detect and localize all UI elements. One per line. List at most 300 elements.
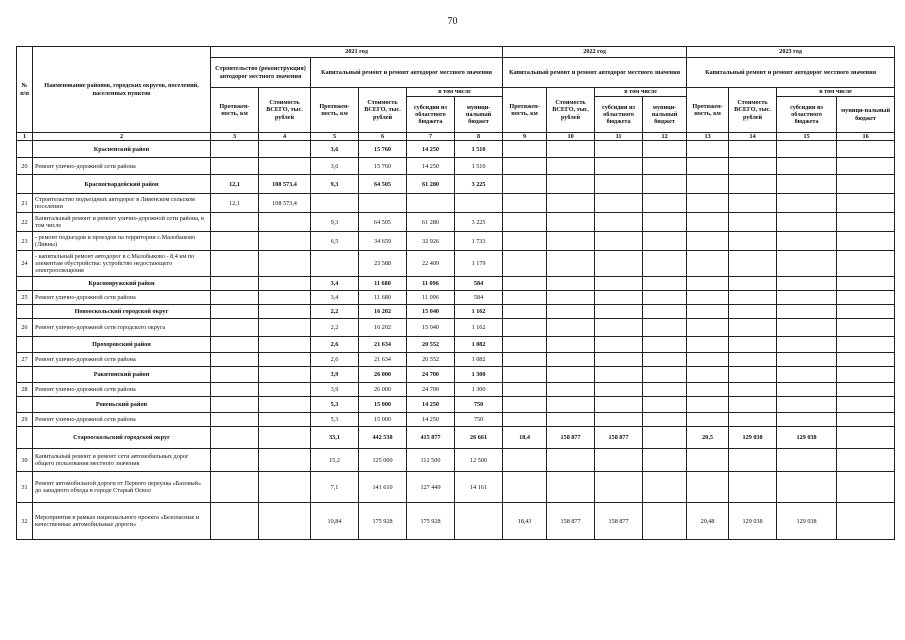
col-number: 16 [837,133,895,141]
item-name: Ремонт улично-дорожной сети городского округа [33,319,211,337]
row-number: 26 [17,319,33,337]
value-cell [547,367,595,383]
col-number: 12 [643,133,687,141]
value-cell [595,367,643,383]
value-cell [547,319,595,337]
value-cell [595,213,643,232]
value-cell: 11 680 [359,291,407,305]
value-cell: 64 505 [359,175,407,194]
value-cell [211,291,259,305]
row-number: 32 [17,503,33,540]
value-cell: 158 877 [547,427,595,449]
value-cell [595,353,643,367]
value-cell: 21 634 [359,337,407,353]
value-cell: 26 661 [455,427,503,449]
value-cell [837,194,895,213]
value-cell: 127 449 [407,472,455,503]
header-subsidy: субсидии из областного бюджета [407,97,455,133]
value-cell: 129 038 [729,503,777,540]
value-cell: 415 877 [407,427,455,449]
value-cell [211,277,259,291]
value-cell [211,427,259,449]
district-row [17,427,895,449]
value-cell [777,367,837,383]
value-cell [595,141,643,158]
item-name: - ремонт подъездов и проездов на территории с.Малобыково (Ливны) [33,232,211,251]
value-cell [729,319,777,337]
value-cell: 20 552 [407,337,455,353]
value-cell: 22 409 [407,251,455,277]
value-cell [837,353,895,367]
item-name: Капитальный ремонт и ремонт улично-дорожной сети района, в том числе [33,213,211,232]
value-cell [777,251,837,277]
col-number: 9 [503,133,547,141]
row-number [17,397,33,413]
value-cell [729,305,777,319]
value-cell [547,472,595,503]
col-number: 2 [33,133,211,141]
value-cell [259,251,311,277]
value-cell [643,449,687,472]
value-cell [259,277,311,291]
table-row [17,213,895,232]
value-cell: 1 082 [455,337,503,353]
row-number: 28 [17,383,33,397]
value-cell [595,277,643,291]
value-cell [503,175,547,194]
table-row [17,251,895,277]
value-cell [211,141,259,158]
value-cell [777,277,837,291]
table-row [17,503,895,540]
value-cell: 24 700 [407,367,455,383]
value-cell: 1 162 [455,305,503,319]
row-number [17,141,33,158]
value-cell [211,503,259,540]
value-cell [259,503,311,540]
value-cell [311,194,359,213]
header-capital-repair-2021: Капитальный ремонт и ремонт автодорог местного значения [311,58,503,88]
value-cell [687,305,729,319]
value-cell [777,194,837,213]
value-cell: 750 [455,413,503,427]
row-number: 24 [17,251,33,277]
value-cell: 175 928 [359,503,407,540]
value-cell [503,277,547,291]
value-cell: 12 500 [455,449,503,472]
col-number: 7 [407,133,455,141]
value-cell [777,353,837,367]
value-cell [211,472,259,503]
value-cell [547,413,595,427]
value-cell [595,232,643,251]
col-number: 4 [259,133,311,141]
value-cell [503,232,547,251]
value-cell [259,141,311,158]
row-number [17,305,33,319]
value-cell [687,213,729,232]
value-cell: 3,9 [311,367,359,383]
value-cell [687,337,729,353]
value-cell [687,141,729,158]
value-cell [729,367,777,383]
value-cell [503,337,547,353]
value-cell [687,397,729,413]
value-cell: 1 082 [455,353,503,367]
value-cell [503,367,547,383]
col-number: 15 [777,133,837,141]
value-cell [503,383,547,397]
value-cell: 18,4 [503,427,547,449]
district-row [17,175,895,194]
page-number: 70 [447,16,458,27]
value-cell: 14 250 [407,141,455,158]
item-name: Ремонт улично-дорожной сети района [33,158,211,175]
col-number: 13 [687,133,729,141]
value-cell [837,397,895,413]
header-name: Наименование районов, городских округов, поселений, населенных пунктов [33,47,211,133]
district-name: Старооскольский городской округ [33,427,211,449]
row-number [17,277,33,291]
item-name: - капитальный ремонт автодорог в с.Малобыково - 8,4 км по элементам обустройства: устройство недостающего электроосвещения [33,251,211,277]
value-cell [837,383,895,397]
value-cell [777,397,837,413]
value-cell: 10,84 [311,503,359,540]
value-cell [777,413,837,427]
value-cell: 16 202 [359,305,407,319]
value-cell [211,353,259,367]
value-cell [643,383,687,397]
value-cell: 26 000 [359,367,407,383]
value-cell [687,353,729,367]
value-cell [837,158,895,175]
value-cell [777,291,837,305]
value-cell: 1 510 [455,141,503,158]
item-name: Капитальный ремонт и ремонт сети автомобильных дорог общего пользования местного значения [33,449,211,472]
value-cell [837,319,895,337]
value-cell [547,337,595,353]
value-cell [259,319,311,337]
value-cell [729,175,777,194]
value-cell [595,397,643,413]
value-cell: 26 000 [359,383,407,397]
value-cell [777,383,837,397]
value-cell [547,251,595,277]
value-cell [211,251,259,277]
value-cell: 15 040 [407,305,455,319]
value-cell [595,194,643,213]
value-cell [503,413,547,427]
col-number: 10 [547,133,595,141]
value-cell: 33,1 [311,427,359,449]
value-cell: 2,2 [311,305,359,319]
value-cell [643,353,687,367]
row-number: 23 [17,232,33,251]
value-cell [729,449,777,472]
value-cell [687,158,729,175]
value-cell [837,367,895,383]
value-cell: 12,1 [211,175,259,194]
value-cell [729,383,777,397]
value-cell [595,251,643,277]
value-cell [643,232,687,251]
value-cell: 2,6 [311,353,359,367]
value-cell: 1 179 [455,251,503,277]
value-cell [777,141,837,158]
value-cell: 129 038 [777,503,837,540]
table-row [17,353,895,367]
value-cell [547,305,595,319]
value-cell [455,503,503,540]
item-name: Ремонт автомобильной дороги от Первого переулка «Базовый» до западного обхода в городе Старый Оскол [33,472,211,503]
value-cell [729,337,777,353]
table-row [17,449,895,472]
value-cell: 34 659 [359,232,407,251]
header-length: Протяжен-ность, км [311,88,359,133]
value-cell [211,305,259,319]
value-cell: 584 [455,291,503,305]
value-cell [503,319,547,337]
value-cell [837,503,895,540]
value-cell [359,194,407,213]
value-cell [259,472,311,503]
value-cell [211,449,259,472]
value-cell [777,449,837,472]
value-cell [687,251,729,277]
table-row [17,158,895,175]
col-number: 3 [211,133,259,141]
value-cell [729,353,777,367]
value-cell [837,449,895,472]
value-cell [547,397,595,413]
value-cell [643,277,687,291]
value-cell: 3,9 [311,383,359,397]
value-cell [777,472,837,503]
value-cell: 15 760 [359,141,407,158]
row-number: 31 [17,472,33,503]
value-cell [455,194,503,213]
value-cell [211,319,259,337]
value-cell [595,291,643,305]
value-cell [729,291,777,305]
value-cell: 15 040 [407,319,455,337]
row-number: 25 [17,291,33,305]
value-cell: 3,4 [311,277,359,291]
header-municipal: муници-пальный бюджет [837,97,895,133]
header-length: Протяжен-ность, км [687,88,729,133]
row-number [17,337,33,353]
value-cell: 5,3 [311,397,359,413]
value-cell: 1 733 [455,232,503,251]
row-number: 22 [17,213,33,232]
col-number: 6 [359,133,407,141]
value-cell: 15,2 [311,449,359,472]
value-cell [837,213,895,232]
district-row [17,141,895,158]
value-cell [503,397,547,413]
value-cell: 1 300 [455,367,503,383]
value-cell [503,251,547,277]
table-row [17,383,895,397]
col-number: 1 [17,133,33,141]
value-cell [777,213,837,232]
value-cell [729,413,777,427]
value-cell [729,213,777,232]
header-year-2022: 2022 год [503,47,687,58]
value-cell [595,449,643,472]
value-cell [547,232,595,251]
value-cell [595,175,643,194]
col-number: 14 [729,133,777,141]
value-cell: 12,1 [211,194,259,213]
value-cell [547,353,595,367]
value-cell: 61 280 [407,175,455,194]
header-length: Протяжен-ность, км [503,88,547,133]
value-cell: 11 096 [407,291,455,305]
value-cell [595,158,643,175]
value-cell: 442 538 [359,427,407,449]
value-cell: 20 552 [407,353,455,367]
value-cell [547,213,595,232]
district-row [17,397,895,413]
col-number: 5 [311,133,359,141]
value-cell [687,194,729,213]
value-cell [259,232,311,251]
value-cell: 129 038 [729,427,777,449]
value-cell: 5,3 [311,413,359,427]
header-municipal: муници-пальный бюджет [455,97,503,133]
district-name: Красногвардейский район [33,175,211,194]
value-cell [503,141,547,158]
table-row [17,194,895,213]
value-cell: 108 573,4 [259,175,311,194]
value-cell: 158 877 [595,503,643,540]
value-cell [687,367,729,383]
value-cell [547,175,595,194]
value-cell [837,141,895,158]
value-cell [211,397,259,413]
value-cell [503,194,547,213]
value-cell: 32 926 [407,232,455,251]
header-cost: Стоимость ВСЕГО, тыс. рублей [547,88,595,133]
value-cell [777,305,837,319]
header-length: Протяжен-ность, км [211,88,259,133]
row-number: 21 [17,194,33,213]
value-cell [259,158,311,175]
value-cell [211,367,259,383]
value-cell: 108 573,4 [259,194,311,213]
value-cell [595,305,643,319]
value-cell: 158 877 [547,503,595,540]
value-cell [643,503,687,540]
header-year-2021: 2021 год [211,47,503,58]
value-cell [777,175,837,194]
district-row [17,305,895,319]
header-incl: в том числе [777,88,895,97]
value-cell [729,397,777,413]
row-number [17,367,33,383]
item-name: Мероприятия в рамках национального проекта «Безопасные и качественные автомобильные дороги» [33,503,211,540]
header-subsidy: субсидии из областного бюджета [777,97,837,133]
row-number: 29 [17,413,33,427]
value-cell [643,158,687,175]
col-number: 11 [595,133,643,141]
value-cell [259,291,311,305]
value-cell: 11 096 [407,277,455,291]
value-cell [595,319,643,337]
value-cell: 2,2 [311,319,359,337]
value-cell: 141 610 [359,472,407,503]
value-cell: 7,1 [311,472,359,503]
table-row [17,413,895,427]
value-cell [503,305,547,319]
row-number: 27 [17,353,33,367]
value-cell [503,472,547,503]
district-name: Ровеньский район [33,397,211,413]
value-cell [837,175,895,194]
value-cell: 14 250 [407,413,455,427]
value-cell [643,427,687,449]
district-name: Красненский район [33,141,211,158]
value-cell [777,158,837,175]
value-cell [687,319,729,337]
value-cell [259,337,311,353]
value-cell [643,251,687,277]
district-name: Ракитянский район [33,367,211,383]
value-cell: 3,4 [311,291,359,305]
value-cell [777,337,837,353]
value-cell [211,337,259,353]
value-cell [729,277,777,291]
header-incl: в том числе [595,88,687,97]
value-cell [687,291,729,305]
value-cell [837,337,895,353]
value-cell [837,291,895,305]
item-name: Строительство подъездных автодорог в Ливенском сельском поселении [33,194,211,213]
value-cell [259,213,311,232]
value-cell [687,449,729,472]
value-cell [643,367,687,383]
value-cell [643,319,687,337]
value-cell: 9,3 [311,175,359,194]
value-cell: 1 162 [455,319,503,337]
value-cell [547,291,595,305]
value-cell: 1 510 [455,158,503,175]
value-cell: 15 760 [359,158,407,175]
value-cell: 11 680 [359,277,407,291]
item-name: Ремонт улично-дорожной сети района [33,383,211,397]
value-cell [547,383,595,397]
value-cell: 3,6 [311,158,359,175]
item-name: Ремонт улично-дорожной сети района [33,353,211,367]
value-cell [837,427,895,449]
col-number: 8 [455,133,503,141]
value-cell [503,158,547,175]
row-number [17,175,33,194]
value-cell [643,337,687,353]
value-cell: 20,48 [687,503,729,540]
value-cell: 16 202 [359,319,407,337]
value-cell [837,277,895,291]
value-cell [643,141,687,158]
value-cell [259,413,311,427]
district-name: Прохоровский район [33,337,211,353]
value-cell [687,232,729,251]
table-row [17,319,895,337]
value-cell [259,427,311,449]
value-cell [729,472,777,503]
value-cell: 2,6 [311,337,359,353]
